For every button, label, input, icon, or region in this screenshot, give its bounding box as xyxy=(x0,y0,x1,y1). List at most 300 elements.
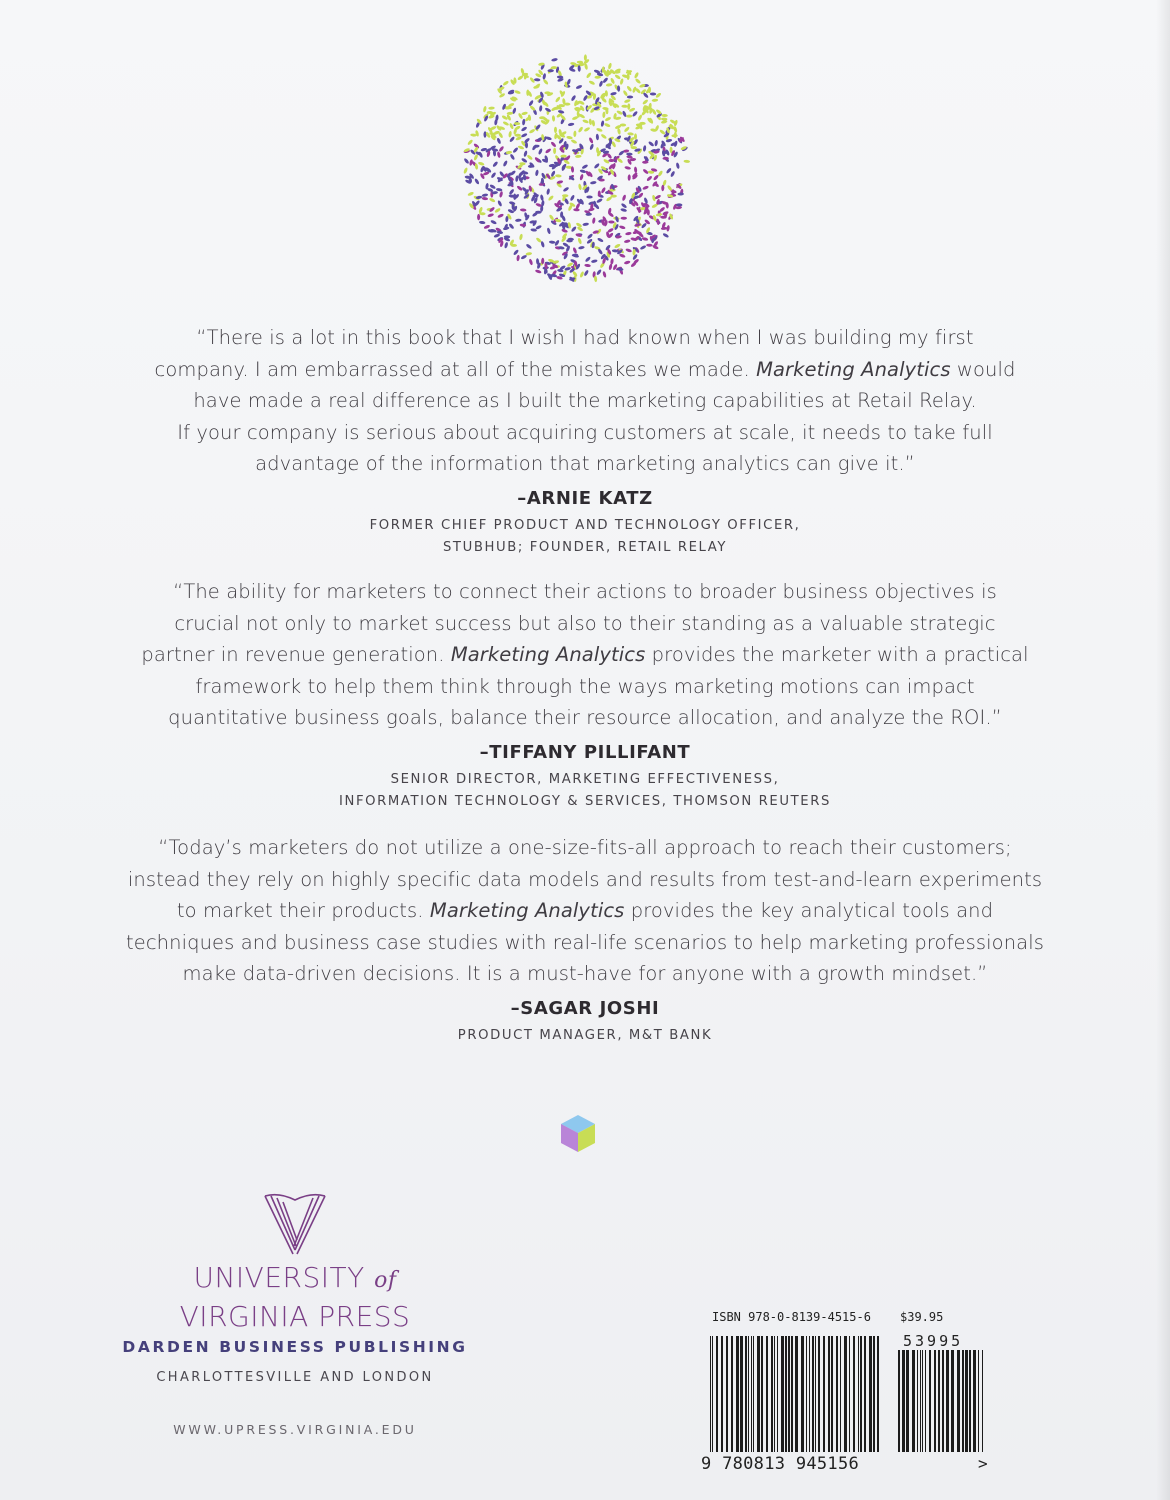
leaf-mark xyxy=(602,271,607,278)
leaf-mark xyxy=(551,58,558,62)
leaf-mark xyxy=(508,131,512,138)
barcode-bar xyxy=(853,1336,855,1452)
barcode-bar xyxy=(751,1336,752,1452)
leaf-mark xyxy=(620,208,627,213)
leaf-mark xyxy=(483,106,487,113)
barcode-bar xyxy=(806,1336,807,1452)
leaf-mark xyxy=(602,112,605,119)
leaf-mark xyxy=(473,154,478,161)
leaf-mark xyxy=(670,170,676,177)
open-book-v-logo xyxy=(255,1190,335,1260)
imprint-name: DARDEN BUSINESS PUBLISHING xyxy=(122,1338,468,1356)
leaf-mark xyxy=(621,105,628,108)
leaf-mark xyxy=(545,148,552,154)
leaf-mark xyxy=(646,244,653,247)
leaf-mark xyxy=(588,137,594,144)
leaf-mark xyxy=(474,178,480,185)
leaf-mark xyxy=(566,136,573,140)
leaf-mark xyxy=(637,114,643,121)
leaf-mark xyxy=(528,100,534,107)
leaf-mark xyxy=(562,186,569,192)
barcode-bar xyxy=(973,1350,976,1452)
leaf-mark xyxy=(548,195,555,202)
leaf-mark xyxy=(598,191,601,197)
leaf-mark xyxy=(600,133,607,139)
barcode xyxy=(700,1328,990,1456)
leaf-mark xyxy=(538,148,543,155)
quote-author-title: FORMER CHIEF PRODUCT AND TECHNOLOGY OFFICER, STUBHUB; FOUNDER, RETAIL RELAY xyxy=(369,517,801,555)
leaf-mark xyxy=(482,197,489,201)
leaf-mark xyxy=(552,115,556,122)
barcode-bar xyxy=(982,1350,983,1452)
leaf-mark xyxy=(496,137,501,144)
leaf-mark xyxy=(577,237,582,244)
leaf-mark xyxy=(546,227,551,234)
barcode-bar xyxy=(929,1350,931,1452)
leaf-mark xyxy=(570,194,576,201)
barcode-bar xyxy=(757,1336,760,1452)
leaf-mark xyxy=(508,223,515,230)
leaf-mark xyxy=(624,260,631,265)
leaf-mark xyxy=(525,142,528,148)
leaf-mark xyxy=(627,103,630,109)
barcode-bar xyxy=(906,1350,909,1452)
barcode-bar xyxy=(710,1336,711,1452)
leaf-mark xyxy=(586,72,592,79)
leaf-mark xyxy=(654,140,658,147)
leaf-mark xyxy=(463,158,469,165)
leaf-mark xyxy=(512,147,519,154)
leaf-mark xyxy=(570,139,577,145)
leaf-mark xyxy=(509,123,515,130)
leaf-mark xyxy=(634,166,638,173)
quote-block-1 xyxy=(95,322,1075,559)
leaf-mark xyxy=(515,218,522,222)
leaf-mark xyxy=(676,203,683,206)
leaf-mark xyxy=(547,69,553,72)
leaf-mark xyxy=(600,120,604,127)
leaf-mark xyxy=(642,237,649,242)
barcode-bar xyxy=(934,1350,936,1452)
leaf-mark xyxy=(575,155,582,158)
leaf-mark xyxy=(555,174,562,177)
quote-author-title: SENIOR DIRECTOR, MARKETING EFFECTIVENESS, INFORMATION TECHNOLOGY & SERVICES, THOMSON REUTERS xyxy=(339,771,831,809)
leaf-mark xyxy=(528,258,533,265)
leaf-mark xyxy=(646,175,653,182)
leaf-mark xyxy=(643,197,648,204)
color-cube-icon xyxy=(557,1112,599,1154)
barcode-bar xyxy=(844,1336,847,1452)
leaf-mark xyxy=(499,191,504,198)
quote-text: “There is a lot in this book that I wish I had known when I was building my first company. I am embarrassed at all of the mistakes we made. Marketing Analytics would have made a real difference as I built the marketing capabilities at Retail Relay. If your company is serious about acquiring customers at scale, it needs to take full advantage of the information that marketing analytics can give it.” xyxy=(154,326,1016,475)
leaf-mark xyxy=(502,121,509,127)
leaf-mark xyxy=(554,127,557,133)
leaf-mark xyxy=(513,249,520,256)
leaf-mark xyxy=(494,207,501,213)
barcode-bar xyxy=(818,1336,820,1452)
leaf-mark xyxy=(624,99,631,104)
leaf-mark xyxy=(571,226,578,233)
leaf-mark xyxy=(583,127,590,133)
leaf-mark xyxy=(493,233,500,238)
leaf-mark xyxy=(582,222,589,226)
leaf-mark xyxy=(659,129,666,135)
leaf-mark xyxy=(635,78,642,85)
leaf-mark xyxy=(487,213,494,218)
leaf-mark xyxy=(626,85,632,92)
leaf-mark xyxy=(572,247,577,254)
leaf-mark xyxy=(521,133,528,138)
leaf-mark xyxy=(585,256,592,263)
leaf-mark xyxy=(568,122,575,126)
barcode-digits: 9 780813 945156 xyxy=(701,1454,860,1474)
barcode-bar xyxy=(785,1336,787,1452)
leaf-mark xyxy=(589,143,594,150)
leaf-mark xyxy=(467,191,474,196)
leaf-mark xyxy=(661,117,668,120)
leaf-mark xyxy=(520,254,527,260)
leaf-mark xyxy=(570,95,576,102)
barcode-bar xyxy=(920,1350,921,1452)
leaf-mark xyxy=(492,161,499,168)
barcode-bar xyxy=(721,1336,723,1452)
quote-text: “Today’s marketers do not utilize a one-size-fits-all approach to reach their customers; instead they rely on highly specific data models and results from test-and-learn experiments to market their products. Marketing Analytics provides the key analytical tools and techniques and business case studies with real-life scenarios to help marketing professionals make data-driven decisions. It is a must-have for anyone with a growth mindset.” xyxy=(126,836,1044,985)
barcode-block xyxy=(700,1310,1000,1490)
barcode-bar xyxy=(925,1350,926,1452)
isbn-text: ISBN 978-0-8139-4515-6 xyxy=(712,1310,871,1324)
leaf-mark xyxy=(626,153,632,156)
leaf-mark xyxy=(621,217,627,220)
leaf-mark xyxy=(535,269,542,274)
leaf-mark xyxy=(624,166,631,170)
leaf-mark xyxy=(516,255,520,262)
leaf-mark xyxy=(521,126,528,132)
leaf-mark xyxy=(592,217,596,224)
leaf-mark xyxy=(661,114,668,117)
barcode-bar xyxy=(761,1336,763,1452)
leaf-mark xyxy=(622,90,628,97)
leaf-mark xyxy=(622,194,627,201)
barcode-bar xyxy=(873,1336,875,1452)
spine-shadow xyxy=(1156,0,1170,1500)
leaf-mark xyxy=(520,208,527,212)
barcode-bar xyxy=(840,1336,841,1452)
leaf-mark xyxy=(582,119,589,124)
leaf-mark xyxy=(515,175,519,182)
leaf-mark xyxy=(526,154,533,160)
barcode-bar xyxy=(902,1350,905,1452)
leaf-mark xyxy=(549,214,555,221)
leaf-mark xyxy=(517,145,524,150)
leaf-mark xyxy=(477,214,480,220)
leaf-mark xyxy=(608,63,613,70)
leaf-mark xyxy=(604,122,611,127)
quote-author: –SAGAR JOSHI xyxy=(510,997,660,1019)
barcode-bar xyxy=(969,1350,971,1452)
leaf-mark xyxy=(643,145,647,152)
leaf-mark xyxy=(579,174,584,181)
leaf-mark xyxy=(596,269,602,276)
barcode-bar xyxy=(771,1336,773,1452)
leaf-mark xyxy=(628,174,631,181)
leaf-mark xyxy=(590,181,597,185)
leaf-mark xyxy=(539,105,543,112)
leaf-mark xyxy=(655,92,662,98)
leaf-mark xyxy=(648,141,655,147)
leaf-mark xyxy=(488,106,495,110)
quote-block-2 xyxy=(95,576,1075,813)
leaf-mark xyxy=(671,134,678,137)
barcode-bar xyxy=(912,1350,915,1452)
leaf-mark xyxy=(579,271,584,278)
press-name: UNIVERSITY of VIRGINIA PRESS xyxy=(179,1261,411,1333)
leaf-mark xyxy=(502,160,508,167)
barcode-bar xyxy=(777,1336,778,1452)
leaf-mark xyxy=(578,183,582,190)
barcode-bar xyxy=(917,1350,918,1452)
barcode-bar xyxy=(716,1336,718,1452)
leaf-mark xyxy=(666,167,672,174)
leaf-mark xyxy=(641,222,648,229)
leaf-mark xyxy=(610,92,617,96)
leaf-mark xyxy=(562,194,568,197)
leaf-mark xyxy=(498,145,504,152)
barcode-bar xyxy=(736,1336,739,1452)
barcode-bar xyxy=(898,1350,900,1452)
barcode-bar xyxy=(812,1336,814,1452)
barcode-bar xyxy=(957,1350,960,1452)
barcode-bar xyxy=(766,1336,768,1452)
barcode-bar xyxy=(801,1336,804,1452)
barcode-bar xyxy=(858,1336,859,1452)
barcode-bar xyxy=(938,1350,940,1452)
barcode-bar xyxy=(712,1336,713,1452)
leaf-mark xyxy=(560,154,567,157)
leaf-mark xyxy=(507,112,514,115)
barcode-bar xyxy=(791,1336,793,1452)
leaf-mark xyxy=(598,80,603,87)
leaf-mark xyxy=(640,245,647,251)
leaf-mark xyxy=(642,99,649,105)
price-addon-number: 53995 xyxy=(903,1332,964,1350)
barcode-bar xyxy=(774,1336,775,1452)
leaf-mark xyxy=(490,172,496,179)
leaf-mark xyxy=(511,244,517,247)
leaf-mark xyxy=(614,74,621,80)
leaf-mark xyxy=(497,200,503,207)
leaf-mark xyxy=(634,72,640,79)
leaf-mark xyxy=(593,163,600,170)
leaf-mark xyxy=(525,243,532,249)
leaf-mark xyxy=(535,169,539,176)
leaf-mark xyxy=(624,239,631,243)
leaf-mark xyxy=(589,118,593,125)
leaf-mark xyxy=(483,224,490,229)
barcode-bar xyxy=(864,1336,866,1452)
leaf-mark xyxy=(625,232,632,236)
leaf-mark xyxy=(573,131,576,138)
barcode-bar xyxy=(748,1336,749,1452)
leaf-mark xyxy=(608,263,612,270)
leaf-mark xyxy=(522,119,526,126)
barcode-bar xyxy=(860,1336,862,1452)
leaf-mark xyxy=(617,128,621,135)
leaf-mark xyxy=(564,267,571,271)
leaf-mark xyxy=(650,92,657,95)
leaf-mark xyxy=(596,198,603,204)
leaf-mark xyxy=(546,188,550,195)
leaf-mark xyxy=(503,226,510,230)
leaf-mark xyxy=(514,134,520,137)
leaf-mark xyxy=(467,139,474,146)
leaf-mark xyxy=(497,213,504,218)
leaf-mark xyxy=(591,120,595,127)
quote-text: “The ability for marketers to connect their actions to broader business objectives is crucial not only to market success but also to their standing as a valuable strategic partner in revenue generation. Marketing Analytics provides the marketer with a practical framework to help them think through the ways marketing motions can impact quantitative business goals, balance their resource allocation, and analyze the ROI.” xyxy=(141,580,1029,729)
leaf-mark xyxy=(478,161,485,166)
leaf-mark xyxy=(610,77,616,84)
barcode-bar xyxy=(965,1350,968,1452)
publisher-city: CHARLOTTESVILLE AND LONDON xyxy=(156,1370,434,1385)
barcode-bar xyxy=(877,1336,879,1452)
leaf-mark xyxy=(497,151,501,158)
barcode-bar xyxy=(753,1336,754,1452)
barcode-bar xyxy=(922,1350,923,1452)
leaf-mark xyxy=(584,264,591,268)
barcode-bar xyxy=(831,1336,833,1452)
leaf-mark xyxy=(586,195,593,198)
leaf-mark xyxy=(627,132,634,136)
leaf-mark xyxy=(619,225,626,230)
leaf-mark xyxy=(555,96,561,103)
leaf-mark xyxy=(608,220,615,223)
leaf-mark xyxy=(542,79,548,86)
leaf-mark xyxy=(614,243,621,249)
leaf-mark xyxy=(553,148,556,154)
barcode-arrow: > xyxy=(978,1454,988,1473)
leaf-mark xyxy=(514,90,521,95)
leaf-mark xyxy=(540,194,544,201)
leaf-mark xyxy=(652,99,659,103)
leaf-mark xyxy=(521,111,528,115)
leaf-mark xyxy=(597,237,604,243)
leaf-mark xyxy=(489,197,496,203)
leaf-mark xyxy=(602,77,609,84)
leaf-mark xyxy=(616,110,623,116)
barcode-bar xyxy=(740,1336,743,1452)
leaf-mark xyxy=(490,219,497,225)
leaf-mark xyxy=(632,111,639,118)
barcode-bar xyxy=(942,1350,944,1452)
barcode-bar xyxy=(823,1336,825,1452)
leaf-mark xyxy=(591,259,598,263)
leaf-mark xyxy=(578,126,584,133)
leaf-mark xyxy=(642,185,649,190)
barcode-bar xyxy=(745,1336,747,1452)
leaf-mark xyxy=(596,127,603,132)
leaf-mark xyxy=(676,162,680,169)
leaf-mark xyxy=(550,141,557,148)
leaf-mark xyxy=(550,170,556,177)
leaf-mark xyxy=(634,133,637,139)
leaf-mark xyxy=(588,80,595,86)
leaf-mark xyxy=(581,164,588,170)
leaf-mark xyxy=(504,242,509,249)
leaf-mark xyxy=(662,232,669,238)
leaf-mark xyxy=(596,134,600,141)
quote-author-title: PRODUCT MANAGER, M&T BANK xyxy=(457,1027,713,1043)
leaf-mark xyxy=(516,185,523,191)
leaf-mark xyxy=(623,126,630,133)
leaf-mark xyxy=(519,234,523,241)
barcode-bar xyxy=(951,1350,954,1452)
leaf-mark xyxy=(509,153,515,160)
barcode-bar xyxy=(836,1336,838,1452)
barcode-bar xyxy=(849,1336,850,1452)
leaf-mark xyxy=(483,131,486,137)
leaf-mark xyxy=(625,248,632,253)
leaf-mark xyxy=(626,114,633,117)
barcode-bar xyxy=(795,1336,798,1452)
leaf-mark xyxy=(684,160,691,163)
leaf-mark xyxy=(604,116,611,122)
leaf-mark xyxy=(529,128,536,134)
leaf-mark xyxy=(496,188,503,192)
leaf-mark xyxy=(583,269,589,276)
leaf-mark xyxy=(575,84,582,89)
leaf-mark xyxy=(627,96,633,99)
leaf-mark xyxy=(481,193,488,197)
leaf-mark xyxy=(525,252,532,256)
leaf-mark xyxy=(621,203,628,209)
leaf-mark xyxy=(535,225,542,231)
leaf-mark xyxy=(479,221,486,225)
leaf-mark xyxy=(606,83,613,87)
barcode-bar xyxy=(788,1336,790,1452)
leaf-mark xyxy=(578,246,585,250)
leaf-mark xyxy=(619,78,624,85)
leaf-mark xyxy=(502,80,509,86)
barcode-bar xyxy=(726,1336,728,1452)
leaf-mark xyxy=(463,167,468,174)
barcode-bar xyxy=(828,1336,830,1452)
leaf-cloud-graphic xyxy=(452,44,702,294)
leaf-mark xyxy=(580,169,587,173)
leaf-mark xyxy=(549,240,556,244)
leaf-mark xyxy=(534,78,541,81)
barcode-bar xyxy=(731,1336,733,1452)
leaf-mark xyxy=(499,92,506,98)
leaf-mark xyxy=(587,233,594,240)
barcode-bar xyxy=(781,1336,784,1452)
leaf-mark xyxy=(619,253,626,258)
barcode-bar xyxy=(962,1350,964,1452)
leaf-mark xyxy=(666,225,670,232)
barcode-bar xyxy=(946,1350,949,1452)
barcode-bar xyxy=(809,1336,810,1452)
price-text: $39.95 xyxy=(900,1310,944,1324)
leaf-mark xyxy=(594,76,601,79)
leaf-mark xyxy=(512,204,515,210)
leaf-mark xyxy=(610,195,616,198)
leaf-mark xyxy=(610,258,614,265)
barcode-bar xyxy=(978,1350,979,1452)
quote-author: –ARNIE KATZ xyxy=(517,487,653,509)
quote-block-3 xyxy=(95,832,1075,1047)
barcode-bar xyxy=(815,1336,816,1452)
quote-author: –TIFFANY PILLIFANT xyxy=(479,741,691,763)
barcode-bar xyxy=(869,1336,872,1452)
publisher-website: WWW.UPRESS.VIRGINIA.EDU xyxy=(173,1422,417,1437)
